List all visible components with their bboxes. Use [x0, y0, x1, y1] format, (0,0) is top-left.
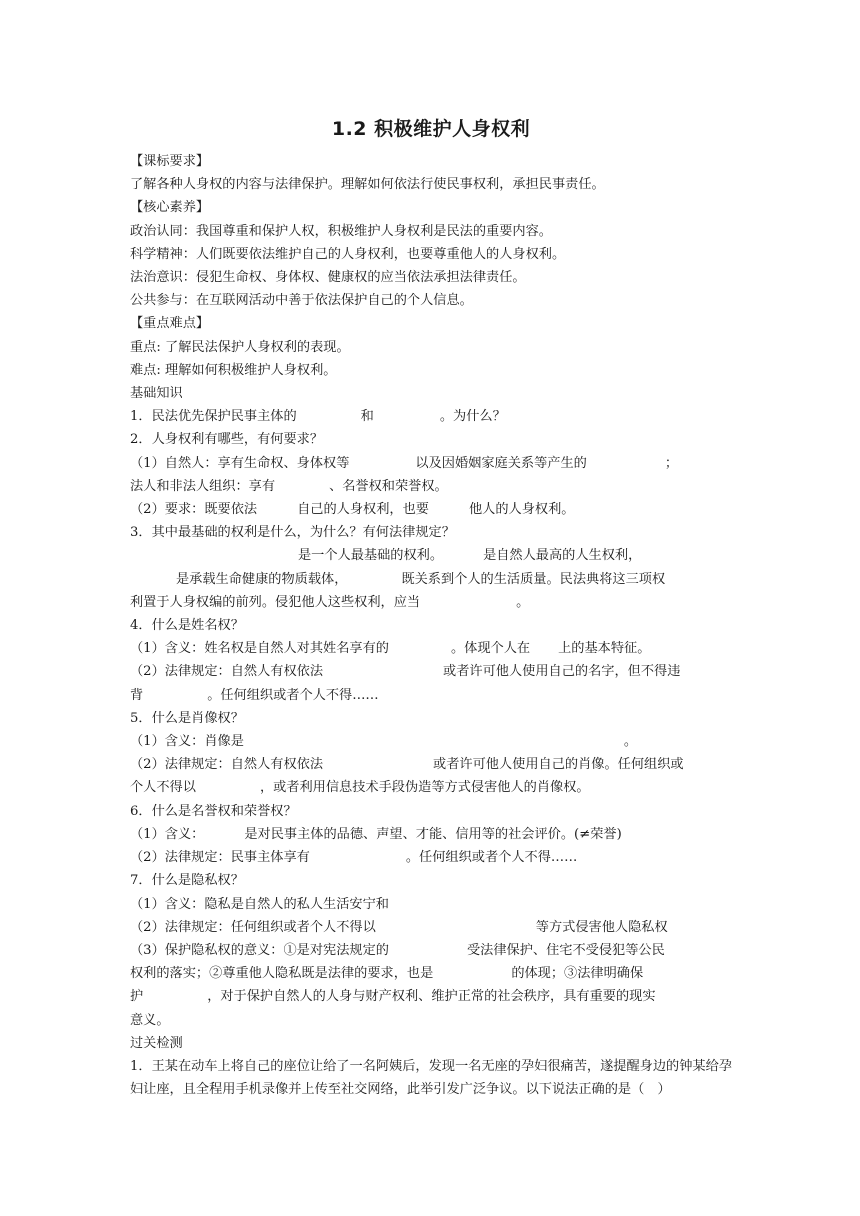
question-2-legal-persons	[130, 475, 732, 498]
text-segment: 背	[130, 687, 144, 703]
text-segment: 或者许可他人使用自己的名字，但不得违	[443, 664, 681, 680]
question-5-item-2	[130, 753, 732, 776]
question-6-item-1	[130, 823, 732, 846]
core-item: 法治意识：侵犯生命权、身体权、健康权的应当依法承担法律责任。	[130, 270, 526, 286]
question-7-item-3-end: 意义。	[130, 1012, 170, 1028]
text-segment: 护	[130, 989, 144, 1005]
text-segment: （2）要求：既要依法	[130, 502, 258, 518]
question-7-item-1: （1）含义：隐私是自然人的私人生活安宁和	[130, 896, 389, 912]
text-segment: 法人和非法人组织：享有	[130, 478, 276, 494]
question-4: 4．什么是姓名权？	[130, 618, 244, 634]
section-heading-core: 【核心素养】	[130, 200, 210, 216]
question-6: 6．什么是名誉权和荣誉权？	[130, 803, 297, 819]
text-segment: 个人不得以	[130, 780, 196, 796]
text-segment: ，或者利用信息技术手段伪造等方式侵害他人的肖像权。	[259, 780, 590, 796]
question-5-item-1	[130, 730, 732, 753]
question-4-item-2	[130, 660, 732, 683]
question-5: 5．什么是肖像权？	[130, 710, 244, 726]
text-segment: （1）含义：肖像是	[130, 734, 244, 750]
question-7-item-3	[130, 939, 732, 962]
question-7-item-3-cont	[130, 962, 732, 985]
standards-text: 了解各种人身权的内容与法律保护。理解如何依法行使民事权利，承担民事责任。	[130, 177, 605, 193]
text-segment: （2）法律规定：自然人有权依法	[130, 664, 324, 680]
question-3-line-1	[130, 544, 732, 567]
text-segment: 以及因婚姻家庭关系等产生的	[415, 455, 587, 471]
text-segment: ，对于保护自然人的人身与财产权利、维护正常的社会秩序，具有重要的现实	[207, 989, 656, 1005]
question-3-line-3	[130, 591, 732, 614]
text-segment: 是对民事主体的品德、声望、才能、信用等的社会评价。(≠荣誉)	[244, 826, 622, 842]
text-segment: 。	[623, 734, 638, 750]
core-item: 政治认同：我国尊重和保护人权，积极维护人身权利是民法的重要内容。	[130, 223, 552, 239]
text-segment: 受法律保护、住宅不受侵犯等公民	[466, 942, 665, 958]
check-heading: 过关检测	[130, 1035, 183, 1051]
text-segment: 。任何组织或者个人不得……	[207, 687, 379, 703]
question-6-item-2	[130, 846, 732, 869]
text-segment: 上的基本特征。	[558, 641, 651, 657]
difficulty: 难点: 理解如何积极维护人身权利。	[130, 362, 337, 378]
text-segment: 自己的人身权利，也要	[297, 502, 429, 518]
question-7-item-2	[130, 916, 732, 939]
text-segment: （1）含义：	[130, 826, 205, 842]
question-4-item-3	[130, 684, 732, 707]
question-5-item-3	[130, 776, 732, 799]
text-segment: （2）法律规定：任何组织或者个人不得以	[130, 919, 376, 935]
text-segment: 是承载生命健康的物质载体，	[176, 571, 348, 587]
text-segment: 、名誉权和荣誉权。	[329, 478, 448, 494]
text-segment: 或者许可他人使用自己的肖像。任何组织或	[433, 757, 684, 773]
text-segment: 利置于人身权编的前列。侵犯他人这些权利，应当	[130, 594, 421, 610]
text-segment: 的体现；③法律明确保	[511, 966, 644, 982]
text-segment: 既关系到个人的生活质量。民法典将这三项权	[401, 571, 666, 587]
question-3: 3．其中最基础的权利是什么，为什么？有何法律规定？	[130, 525, 455, 541]
text-segment: ；	[664, 455, 679, 471]
text-segment: 。为什么？	[439, 409, 506, 425]
core-item: 公共参与：在互联网活动中善于依法保护自己的个人信息。	[130, 293, 473, 309]
core-item: 科学精神：人们既要依法维护自己的人身权利，也要尊重他人的人身权利。	[130, 246, 566, 262]
text-segment: 和	[360, 409, 374, 425]
text-segment: （2）法律规定：民事主体享有	[130, 850, 310, 866]
text-segment: 是一个人最基础的权利。	[298, 548, 444, 564]
text-segment: 。任何组织或者个人不得……	[405, 850, 578, 866]
question-2-item-2	[130, 498, 732, 521]
text-segment: 他人的人身权利。	[468, 502, 575, 518]
text-segment: 。	[516, 594, 530, 610]
text-segment: 。体现个人在	[450, 641, 531, 657]
basics-heading: 基础知识	[130, 386, 183, 402]
text-segment: （2）法律规定：自然人有权依法	[130, 757, 324, 773]
key-point: 重点: 了解民法保护人身权利的表现。	[130, 339, 350, 355]
text-segment: （3）保护隐私权的意义：①是对宪法规定的	[130, 942, 389, 958]
text-segment: （1）自然人：享有生命权、身体权等	[130, 455, 350, 471]
page-title: 1.2 积极维护人身权利	[331, 118, 531, 140]
question-2: 2．人身权利有哪些，有何要求？	[130, 432, 324, 448]
question-4-item-1	[130, 637, 732, 660]
question-7: 7．什么是隐私权？	[130, 873, 244, 889]
document-page	[130, 112, 732, 1101]
question-1	[130, 405, 732, 428]
section-heading-keypoints: 【重点难点】	[130, 316, 210, 332]
section-heading-standards: 【课标要求】	[130, 154, 210, 169]
text-segment: 等方式侵害他人隐私权	[535, 919, 668, 935]
text-segment: 是自然人最高的人生权利，	[483, 548, 642, 564]
question-7-item-3-cont	[130, 985, 732, 1008]
text-segment: 权利的落实；②尊重他人隐私既是法律的要求，也是	[130, 966, 434, 982]
question-3-line-2	[130, 568, 732, 591]
text-segment: （1）含义：姓名权是自然人对其姓名享有的	[130, 641, 389, 657]
exercise-1: 1．王某在动车上将自己的座位让给了一名阿姨后，发现一名无座的孕妇很痛苦，遂提醒身边的钟某给孕妇让座，且全程用手机录像并上传至社交网络，此举引发广泛争议。以下说法正确的是（ ）	[130, 1058, 732, 1098]
text-segment: 1．民法优先保护民事主体的	[130, 409, 297, 425]
question-2-item-1	[130, 452, 732, 475]
